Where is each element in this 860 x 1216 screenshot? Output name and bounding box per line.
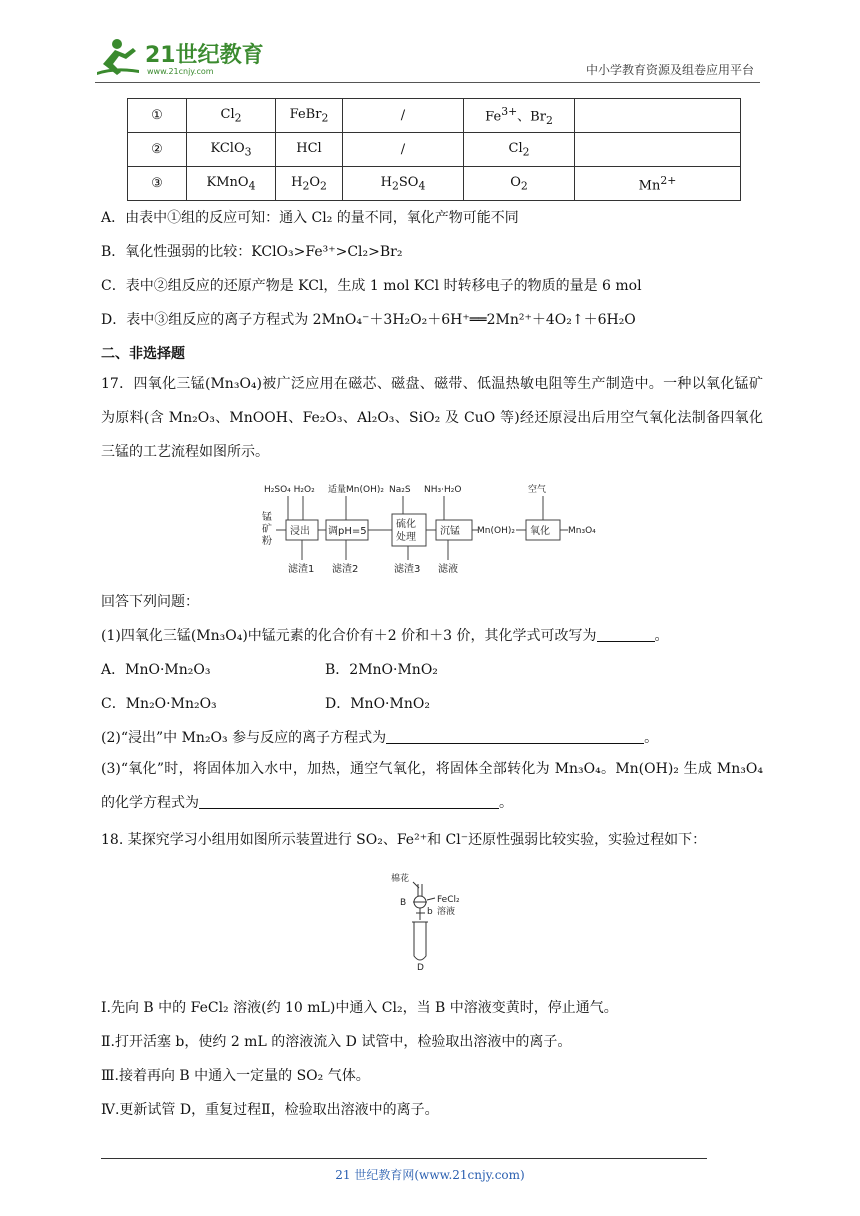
answer-prompt: 回答下列问题： — [101, 594, 199, 610]
solution-label: 溶液 — [437, 907, 456, 917]
table-row — [128, 133, 741, 167]
waste-label: 滤渣3 — [394, 564, 421, 575]
reagent-label: 适量Mn(OH)₂ — [328, 485, 384, 495]
table-cell: KClO$_3$ — [187, 133, 276, 167]
step-label: 浸出 — [290, 526, 310, 537]
svg-text:矿: 矿 — [262, 524, 272, 535]
q16-option-c: C．表中②组反应的还原产物是 KCl，生成 1 mol KCl 时转移电子的物质的量是 6 mol — [101, 278, 642, 294]
q18-step-3: Ⅲ.接着再向 B 中通入一定量的 SO₂ 气体。 — [101, 1068, 370, 1084]
q18-intro: 18. 某探究学习小组用如图所示装置进行 SO₂、Fe²⁺和 Cl⁻还原性强弱比较实验，实验过程如下： — [101, 832, 707, 848]
table-row — [128, 99, 741, 133]
table-cell: $O_2$ — [464, 167, 575, 201]
footer-divider — [101, 1158, 707, 1159]
q18-step-4: Ⅳ.更新试管 D，重复过程Ⅱ，检验取出溶液中的离子。 — [101, 1102, 439, 1118]
valve-b-label: b — [427, 907, 433, 917]
q17-option-b: B．2MnO·MnO₂ — [325, 662, 438, 678]
q16-option-b: B．氧化性强弱的比较：KClO₃>Fe³⁺>Cl₂>Br₂ — [101, 244, 403, 260]
table-cell: $H_2O_2$ — [276, 167, 343, 201]
svg-text:处理: 处理 — [396, 532, 416, 543]
table-cell: $H_2SO_4$ — [343, 167, 464, 201]
section-heading: 二、非选择题 — [101, 346, 185, 362]
waste-label: 滤渣2 — [332, 564, 359, 575]
table-cell: ③ — [128, 167, 187, 201]
q18-step-2: Ⅱ.打开活塞 b，使约 2 mL 的溶液流入 D 试管中，检验取出溶液中的离子。 — [101, 1034, 572, 1050]
table-cell: $Cl_2$ — [187, 99, 276, 133]
step-label: 氧化 — [530, 526, 550, 537]
table-cell: $Cl_2$ — [464, 133, 575, 167]
intermediate-label: Mn(OH)₂ — [477, 526, 515, 536]
logo-url: www.21cnjy.com — [147, 67, 214, 76]
reagent-label: Na₂S — [389, 485, 411, 495]
svg-text:粉: 粉 — [262, 536, 272, 547]
raw-material-label — [262, 510, 272, 547]
table-cell: ① — [128, 99, 187, 133]
answer-blank[interactable] — [386, 729, 644, 744]
reagent-label: NH₃·H₂O — [424, 485, 462, 495]
page-header — [95, 34, 760, 83]
svg-text:硫化: 硫化 — [396, 519, 416, 530]
q17-part2: (2)“浸出”中 Mn₂O₃ 参与反应的离子方程式为 。 — [101, 730, 659, 746]
solution-label: FeCl₂ — [437, 895, 460, 905]
answer-blank[interactable] — [597, 627, 655, 642]
table-cell: ② — [128, 133, 187, 167]
svg-text:锰: 锰 — [262, 512, 272, 523]
q18-step-1: Ⅰ.先向 B 中的 FeCl₂ 溶液(约 10 mL)中通入 Cl₂，当 B 中溶液变黄时，停止通气。 — [101, 1000, 618, 1016]
q16-option-d: D．表中③组反应的离子方程式为 2MnO₄⁻＋3H₂O₂＋6H⁺══2Mn²⁺＋4O₂↑＋6H₂O — [101, 312, 636, 328]
table-cell — [575, 99, 741, 133]
q17-option-d: D．MnO·MnO₂ — [325, 696, 430, 712]
apparatus-diagram — [385, 870, 475, 975]
logo-text: 21世纪教育 — [145, 43, 264, 68]
q17-option-c: C．Mn₂O·Mn₂O₃ — [101, 696, 217, 712]
table-cell: / — [343, 99, 464, 133]
q16-option-a: A．由表中①组的反应可知：通入 Cl₂ 的量不同，氧化产物可能不同 — [101, 210, 519, 226]
site-logo — [95, 34, 265, 78]
waste-label: 滤液 — [438, 564, 458, 575]
reagent-label: 空气 — [528, 485, 547, 495]
q17-intro: 17．四氧化三锰(Mn₃O₄)被广泛应用在磁芯、磁盘、磁带、低温热敏电阻等生产制造中。一种以氧化锰矿为原料(含 Mn₂O₃、MnOOH、Fe₂O₃、Al₂O₃、SiO₂ 及 CuO 等)经还原浸出后用空气氧化法制备四氧化三锰的工艺流程如图所示。 — [101, 376, 763, 460]
cotton-label: 棉花 — [391, 874, 410, 884]
q17-part1: (1)四氧化三锰(Mn₃O₄)中锰元素的化合价有＋2 价和＋3 价，其化学式可改写为 。 — [101, 628, 669, 644]
product-label: Mn₃O₄ — [568, 526, 596, 536]
tube-d-label: D — [417, 963, 424, 973]
step-label: 沉锰 — [440, 526, 460, 537]
header-tagline: 中小学教育资源及组卷应用平台 — [585, 63, 754, 77]
table-cell: HCl — [276, 133, 343, 167]
table-cell: FeBr$_2$ — [276, 99, 343, 133]
vessel-b-label: B — [400, 898, 407, 908]
footer-link[interactable]: 21 世纪教育网(www.21cnjy.com) — [335, 1168, 525, 1182]
waste-label: 滤渣1 — [288, 564, 315, 575]
table-cell: $Fe^{3+}$、$Br_2$ — [464, 99, 575, 133]
table-row — [128, 167, 741, 201]
reagent-label: H₂SO₄ H₂O₂ — [264, 485, 315, 495]
q17-option-a: A．MnO·Mn₂O₃ — [101, 662, 211, 678]
table-cell: KMnO$_4$ — [187, 167, 276, 201]
table-cell: $Mn^{2+}$ — [575, 167, 741, 201]
table-cell — [575, 133, 741, 167]
reaction-table — [127, 98, 741, 201]
step-label: 调pH=5 — [328, 526, 367, 537]
table-cell: / — [343, 133, 464, 167]
q17-part3: (3)“氧化”时，将固体加入水中，加热，通空气氧化，将固体全部转化为 Mn₃O₄。Mn(OH)₂ 生成 Mn₃O₄ 的化学方程式为 。 — [101, 761, 763, 811]
answer-blank[interactable] — [199, 794, 499, 809]
process-flow-diagram — [258, 480, 603, 580]
